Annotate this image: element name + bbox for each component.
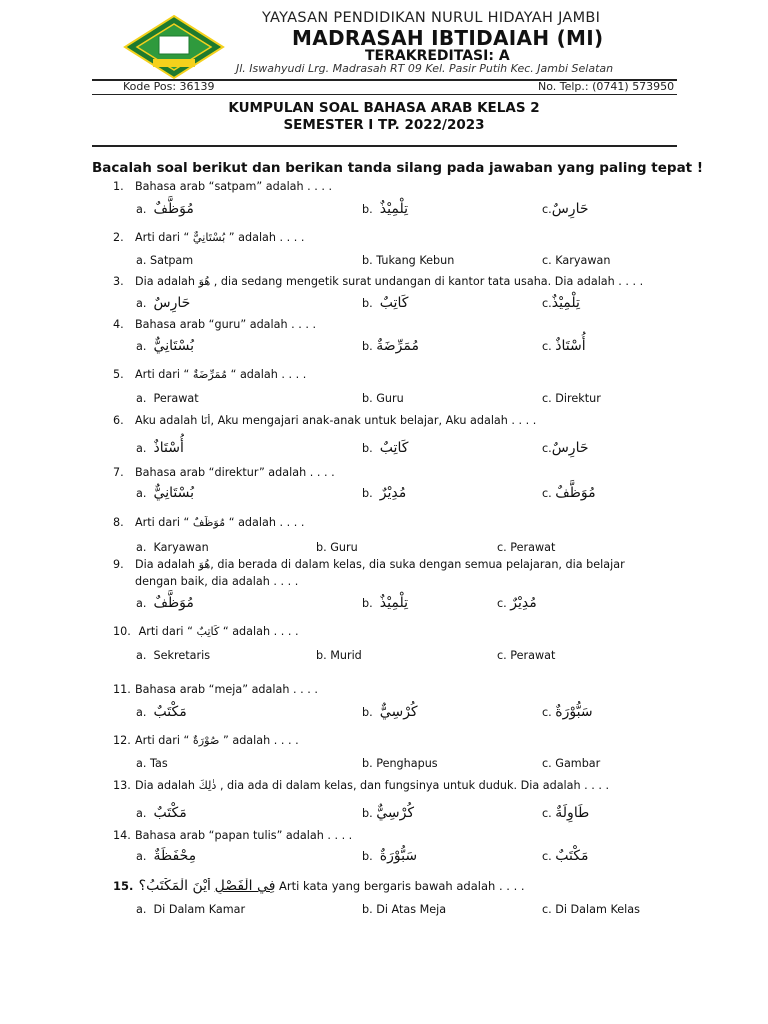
option-label: b.	[362, 807, 373, 820]
question-8	[113, 516, 678, 529]
option-10a[interactable]	[136, 649, 210, 662]
option-5a[interactable]	[136, 392, 199, 405]
option-9b[interactable]	[362, 595, 408, 611]
question-number: 10.	[113, 625, 131, 638]
option-text: Karyawan	[153, 541, 209, 554]
question-text: Dia adalah هُوَ , dia sedang mengetik surat undangan di kantor tata usaha. Dia adalah . . . .	[135, 275, 644, 288]
option-13a[interactable]	[136, 805, 187, 821]
question-text: Arti kata yang bergaris bawah adalah . . . .	[279, 879, 525, 893]
option-label: a.	[136, 706, 147, 719]
option-1a[interactable]	[136, 201, 194, 217]
question-12	[113, 734, 678, 747]
option-5b[interactable]	[362, 392, 404, 405]
option-label: a.	[136, 297, 147, 310]
question-3	[113, 275, 678, 288]
option-label: b.	[362, 203, 373, 216]
option-label: b.	[316, 649, 327, 662]
option-label: a.	[136, 340, 147, 353]
option-text: مُدِيْرٌ	[379, 485, 407, 501]
option-label: c.	[497, 597, 507, 610]
option-text: مِحْفَظَةٌ	[153, 848, 197, 864]
page-title: KUMPULAN SOAL BAHASA ARAB KELAS 2	[228, 100, 540, 116]
option-2b[interactable]	[362, 254, 454, 267]
option-text: بُسْتَانِيٌّ	[153, 485, 194, 501]
question-text: Bahasa arab “papan tulis” adalah . . . .	[135, 829, 353, 842]
question-10	[113, 625, 678, 638]
question-number: 1.	[113, 180, 124, 193]
header-divider-2	[92, 94, 677, 95]
question-number: 7.	[113, 466, 124, 479]
question-2	[113, 231, 678, 244]
option-label: b.	[362, 340, 373, 353]
option-label: b.	[362, 254, 373, 267]
question-number: 13.	[113, 779, 131, 792]
option-label: b.	[362, 903, 373, 916]
question-6	[113, 414, 678, 427]
option-text: Perawat	[510, 649, 556, 662]
option-text: بُسْتَانِيٌّ	[153, 338, 194, 354]
page-subtitle: SEMESTER I TP. 2022/2023	[283, 117, 485, 133]
question-7	[113, 466, 678, 479]
question-text: Arti dari “ مُمَرِّضَةٌ “ adalah . . . .	[135, 368, 307, 381]
option-12c[interactable]	[542, 757, 600, 770]
option-7a[interactable]	[136, 485, 194, 501]
option-label: c.	[542, 254, 552, 267]
accreditation: TERAKREDITASI: A	[365, 48, 510, 64]
option-text: مُمَرِّضَةٌ	[376, 338, 419, 354]
option-text: Karyawan	[555, 254, 611, 267]
question-9	[113, 558, 678, 571]
option-3a[interactable]	[136, 295, 190, 311]
option-text: كُرْسِيٌّ	[379, 704, 418, 720]
question-number: 8.	[113, 516, 124, 529]
option-text: تِلْمِيْذٌ	[551, 295, 580, 311]
option-15c[interactable]	[542, 903, 640, 916]
option-9c[interactable]	[497, 595, 537, 611]
option-6c[interactable]	[542, 440, 589, 456]
option-text: Perawat	[153, 392, 199, 405]
option-label: b.	[362, 487, 373, 500]
option-10c[interactable]	[497, 649, 555, 662]
option-text: أُسْتَاذٌ	[555, 338, 586, 354]
option-3b[interactable]	[362, 295, 408, 311]
option-text: كَاتِبٌ	[379, 295, 409, 311]
question-text: Bahasa arab “guru” adalah . . . .	[135, 318, 317, 331]
option-text: Di Atas Meja	[376, 903, 447, 916]
option-text: مَكْتَبٌ	[555, 848, 589, 864]
question-15	[113, 878, 678, 894]
option-label: c.	[542, 203, 552, 216]
option-7c[interactable]	[542, 485, 596, 501]
option-text: سَبُّوْرَةٌ	[555, 704, 593, 720]
question-number: 11.	[113, 683, 131, 696]
option-1b[interactable]	[362, 201, 408, 217]
option-label: b.	[362, 442, 373, 455]
option-label: c.	[542, 757, 552, 770]
question-number: 12.	[113, 734, 131, 747]
option-label: a.	[136, 903, 147, 916]
option-2a[interactable]	[136, 254, 193, 267]
option-label: a.	[136, 850, 147, 863]
option-label: b.	[362, 706, 373, 719]
option-11c[interactable]	[542, 704, 593, 720]
option-text: Perawat	[510, 541, 556, 554]
question-text: Dia adalah ذٰلِكَ , dia ada di dalam kelas, dan fungsinya untuk duduk. Dia adalah . . . .	[135, 779, 610, 792]
question-text: Arti dari “ مُوَظَّفٌ “ adalah . . . .	[135, 516, 305, 529]
question-text: Bahasa arab “direktur” adalah . . . .	[135, 466, 335, 479]
option-text: كَاتِبٌ	[379, 440, 409, 456]
option-label: c.	[497, 541, 507, 554]
option-9a[interactable]	[136, 595, 194, 611]
question-number: 5.	[113, 368, 124, 381]
option-text: Penghapus	[376, 757, 438, 770]
option-text: مُوَظَّفٌ	[153, 595, 194, 611]
option-text: Tukang Kebun	[376, 254, 455, 267]
option-text: مُوَظَّفٌ	[555, 485, 596, 501]
option-text: مُدِيْرٌ	[510, 595, 537, 611]
question-number: 14.	[113, 829, 131, 842]
question-text: Arti dari “ صُوْرَةٌ ” adalah . . . .	[135, 734, 299, 747]
option-label: a.	[136, 541, 147, 554]
instruction: Bacalah soal berikut dan berikan tanda silang pada jawaban yang paling tepat !	[92, 160, 703, 176]
option-label: c.	[497, 649, 507, 662]
option-label: c.	[542, 442, 552, 455]
option-text: تِلْمِيْذٌ	[379, 595, 408, 611]
option-10b[interactable]	[316, 649, 362, 662]
option-12a[interactable]	[136, 757, 168, 770]
question-5	[113, 368, 678, 381]
option-text: طَاوِلَةٌ	[555, 805, 590, 821]
phone-number: No. Telp.: (0741) 573950	[538, 80, 675, 93]
question-number: 3.	[113, 275, 124, 288]
option-label: b.	[362, 297, 373, 310]
option-label: a.	[136, 392, 147, 405]
underlined-phrase: فِي الْفَصْلِ	[214, 878, 276, 894]
option-text: سَبُّوْرَةٌ	[379, 848, 418, 864]
option-1c[interactable]	[542, 201, 589, 217]
foundation-name: YAYASAN PENDIDIKAN NURUL HIDAYAH JAMBI	[262, 10, 601, 26]
option-text: Satpam	[149, 254, 194, 267]
question-text: Aku adalah أَنَا, Aku mengajari anak-anak untuk belajar, Aku adalah . . . .	[135, 414, 537, 427]
option-text: Gambar	[555, 757, 601, 770]
question-1	[113, 180, 678, 193]
option-text: Di Dalam Kelas	[555, 903, 640, 916]
option-11b[interactable]	[362, 704, 418, 720]
option-11a[interactable]	[136, 704, 187, 720]
option-8b[interactable]	[316, 541, 358, 554]
option-label: c.	[542, 297, 552, 310]
question-number: 9.	[113, 558, 124, 571]
question-text: Bahasa arab “meja” adalah . . . .	[135, 683, 318, 696]
option-label: a.	[136, 487, 147, 500]
option-text: Guru	[330, 541, 358, 554]
option-label: c.	[542, 807, 552, 820]
option-label: a.	[136, 649, 147, 662]
option-6b[interactable]	[362, 440, 408, 456]
option-14c[interactable]	[542, 848, 588, 864]
question-text: Arti dari “ كَاتِبٌ “ adalah . . . .	[138, 625, 299, 638]
option-text: أُسْتَاذٌ	[153, 440, 184, 456]
option-2c[interactable]	[542, 254, 610, 267]
option-12b[interactable]	[362, 757, 438, 770]
option-label: b.	[362, 850, 373, 863]
postal-code: Kode Pos: 36139	[123, 80, 215, 93]
option-14b[interactable]	[362, 848, 417, 864]
option-7b[interactable]	[362, 485, 406, 501]
option-text: Tas	[149, 757, 168, 770]
option-text: حَارِسٌ	[551, 201, 589, 217]
question-text: Dia adalah هُوَ, dia berada di dalam kelas, dia suka dengan semua pelajaran, dia belajar	[135, 558, 625, 571]
title-divider	[92, 145, 677, 147]
option-label: c.	[542, 850, 552, 863]
option-6a[interactable]	[136, 440, 184, 456]
option-label: a.	[136, 597, 147, 610]
question-number: 15.	[113, 879, 134, 893]
option-text: كُرْسِيٌّ	[376, 805, 415, 821]
option-text: حَارِسٌ	[551, 440, 589, 456]
question-text: Arti dari “ بُسْتَانِيٌّ ” adalah . . . .	[135, 231, 305, 244]
option-15a[interactable]	[136, 903, 245, 916]
school-logo	[123, 14, 225, 80]
option-15b[interactable]	[362, 903, 446, 916]
option-label: a.	[136, 807, 147, 820]
option-label: a.	[136, 442, 147, 455]
option-4c[interactable]	[542, 338, 586, 354]
option-label: b.	[362, 392, 373, 405]
question-11	[113, 683, 678, 696]
option-label: c.	[542, 340, 552, 353]
option-4b[interactable]	[362, 338, 419, 354]
arabic-sentence: أَيْنَ الْمَكْتَبُ؟	[138, 878, 211, 894]
question-number: 2.	[113, 231, 124, 244]
question-14	[113, 829, 678, 842]
option-label: a.	[136, 203, 147, 216]
option-14a[interactable]	[136, 848, 196, 864]
option-text: تِلْمِيْذٌ	[379, 201, 408, 217]
option-13b[interactable]	[362, 805, 414, 821]
option-13c[interactable]	[542, 805, 589, 821]
option-8c[interactable]	[497, 541, 555, 554]
option-text: حَارِسٌ	[153, 295, 191, 311]
question-number: 6.	[113, 414, 124, 427]
option-label: b.	[316, 541, 327, 554]
question-number: 4.	[113, 318, 124, 331]
option-text: Sekretaris	[153, 649, 211, 662]
school-address: Jl. Iswahyudi Lrg. Madrasah RT 09 Kel. Pasir Putih Kec. Jambi Selatan	[236, 62, 614, 75]
option-8a[interactable]	[136, 541, 209, 554]
option-label: a.	[136, 757, 147, 770]
option-label: a.	[136, 254, 147, 267]
option-text: Direktur	[555, 392, 601, 405]
school-name: MADRASAH IBTIDAIAH (MI)	[292, 26, 604, 50]
option-label: b.	[362, 757, 373, 770]
option-5c[interactable]	[542, 392, 601, 405]
question-4	[113, 318, 678, 331]
option-label: c.	[542, 487, 552, 500]
option-text: Di Dalam Kamar	[153, 903, 246, 916]
question-13	[113, 779, 678, 792]
option-label: c.	[542, 706, 552, 719]
option-3c[interactable]	[542, 295, 580, 311]
question-9-continued: dengan baik, dia adalah . . . .	[135, 575, 299, 588]
option-text: مُوَظَّفٌ	[153, 201, 194, 217]
option-text: Murid	[330, 649, 362, 662]
option-text: مَكْتَبٌ	[153, 805, 187, 821]
option-4a[interactable]	[136, 338, 194, 354]
option-text: Guru	[376, 392, 404, 405]
question-text: Bahasa arab “satpam” adalah . . . .	[135, 180, 333, 193]
option-label: c.	[542, 392, 552, 405]
option-label: b.	[362, 597, 373, 610]
option-text: مَكْتَبٌ	[153, 704, 187, 720]
option-label: c.	[542, 903, 552, 916]
